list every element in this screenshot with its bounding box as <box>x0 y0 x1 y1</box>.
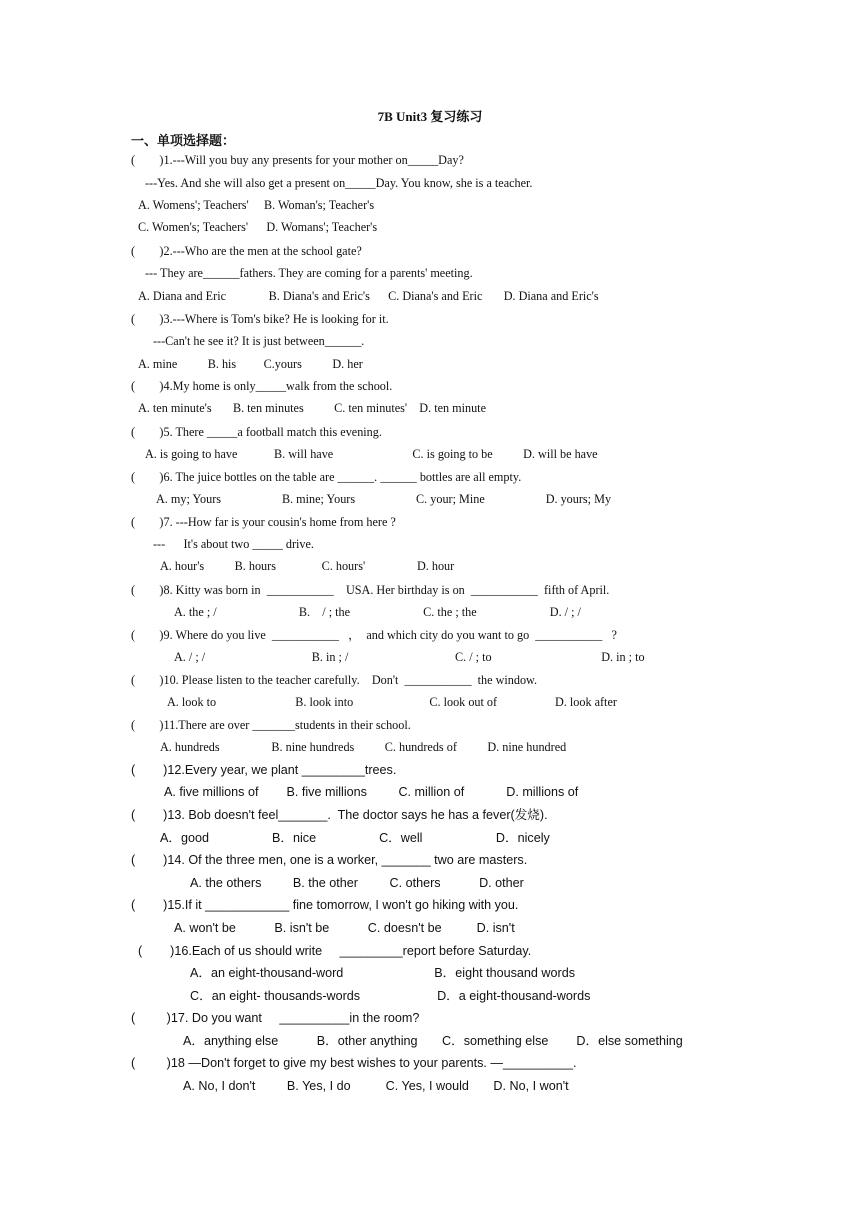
question-14-options: A. the others B. the other C. others D. other <box>190 876 524 890</box>
question-17-stem: ( )17. Do you want __________in the room? <box>131 1011 420 1025</box>
question-7-options: A. hour's B. hours C. hours' D. hour <box>160 559 455 573</box>
question-12-stem: ( )12.Every year, we plant _________trees. <box>131 763 397 777</box>
question-9-stem: ( )9. Where do you live ___________ ， and which city do you want to go ___________ ? <box>131 628 617 642</box>
question-15-options: A. won't be B. isn't be C. doesn't be D. isn't <box>174 921 515 935</box>
question-15-stem: ( )15.If it ____________ fine tomorrow, I won't go hiking with you. <box>131 898 519 912</box>
question-7-stem-cont: --- It's about two _____ drive. <box>153 537 314 551</box>
question-11-stem: ( )11.There are over _______students in their school. <box>131 718 411 732</box>
question-16-options: A．an eight-thousand-word B．eight thousand words <box>190 966 576 980</box>
question-4-options: A. ten minute's B. ten minutes C. ten minutes' D. ten minute <box>138 401 486 415</box>
question-7-stem: ( )7. ---How far is your cousin's home from here ? <box>131 515 396 529</box>
question-14-stem: ( )14. Of the three men, one is a worker, _______ two are masters. <box>131 853 528 867</box>
question-1-stem: ( )1.---Will you buy any presents for your mother on_____Day? <box>131 153 464 167</box>
question-13-options: A．good B．nice C．well D．nicely <box>160 831 550 845</box>
question-2-options: A. Diana and Eric B. Diana's and Eric's C. Diana's and Eric D. Diana and Eric's <box>138 289 599 303</box>
section-heading: 一、单项选择题： <box>131 133 236 148</box>
question-11-options: A. hundreds B. nine hundreds C. hundreds of D. nine hundred <box>160 740 567 754</box>
question-2-stem-cont: --- They are______fathers. They are coming for a parents' meeting. <box>145 266 473 280</box>
question-8-options: A. the ; / B. / ; the C. the ; the D. / ; / <box>174 605 581 619</box>
question-4-stem: ( )4.My home is only_____walk from the school. <box>131 379 393 393</box>
question-13-stem: ( )13. Bob doesn't feel_______. The doctor says he has a fever(发烧). <box>131 808 548 822</box>
question-5-options: A. is going to have B. will have C. is going to be D. will be have <box>145 447 598 461</box>
question-16-options: C．an eight- thousands-words D．a eight-thousand-words <box>190 989 591 1003</box>
question-1-options: A. Womens'; Teachers' B. Woman's; Teacher's <box>138 198 375 212</box>
question-18-stem: ( )18 —Don't forget to give my best wishes to your parents. —__________. <box>131 1056 577 1070</box>
question-3-stem-cont: ---Can't he see it? It is just between______. <box>153 334 365 348</box>
question-10-options: A. look to B. look into C. look out of D. look after <box>167 695 617 709</box>
question-6-options: A. my; Yours B. mine; Yours C. your; Mine D. yours; My <box>156 492 612 506</box>
question-3-options: A. mine B. his C.yours D. her <box>138 357 363 371</box>
question-12-options: A. five millions of B. five millions C. million of D. millions of <box>164 785 579 799</box>
question-5-stem: ( )5. There _____a football match this evening. <box>131 425 382 439</box>
question-3-stem: ( )3.---Where is Tom's bike? He is looking for it. <box>131 312 389 326</box>
question-6-stem: ( )6. The juice bottles on the table are ______. ______ bottles are all empty. <box>131 470 522 484</box>
question-2-stem: ( )2.---Who are the men at the school gate? <box>131 244 362 258</box>
question-9-options: A. / ; / B. in ; / C. / ; to D. in ; to <box>174 650 645 664</box>
question-1-options: C. Women's; Teachers' D. Womans'; Teacher's <box>138 220 378 234</box>
question-1-stem-cont: ---Yes. And she will also get a present on_____Day. You know, she is a teacher. <box>145 176 533 190</box>
question-18-options: A. No, I don't B. Yes, I do C. Yes, I would D. No, I won't <box>183 1079 569 1093</box>
question-17-options: A．anything else B．other anything C．something else D．else something <box>183 1034 683 1048</box>
question-8-stem: ( )8. Kitty was born in ___________ USA. Her birthday is on ___________ fifth of April. <box>131 583 610 597</box>
question-16-stem: ( )16.Each of us should write _________report before Saturday. <box>138 944 532 958</box>
page-title: 7B Unit3 复习练习 <box>377 109 483 124</box>
question-10-stem: ( )10. Please listen to the teacher carefully. Don't ___________ the window. <box>131 673 538 687</box>
